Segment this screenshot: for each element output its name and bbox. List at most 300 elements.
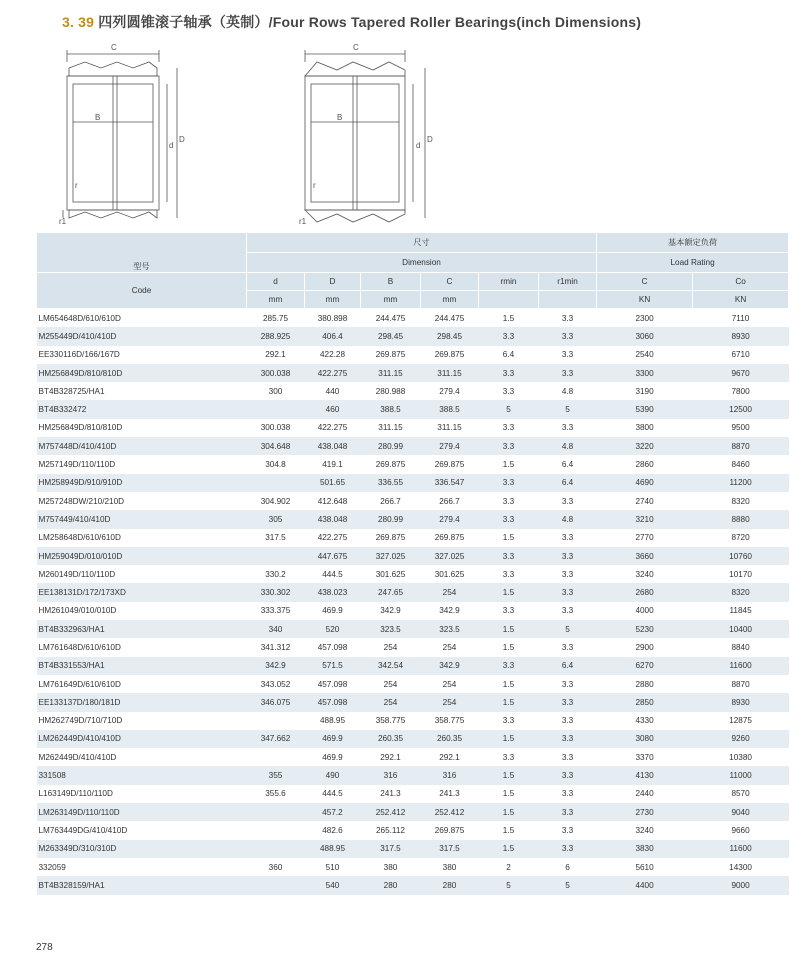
- cell-load-C: 3080: [597, 730, 693, 748]
- cell-B: 388.5: [361, 400, 421, 418]
- cell-code: BT4B332472: [37, 400, 247, 418]
- cell-code: M757449/410/410D: [37, 510, 247, 528]
- cell-D: 438.048: [305, 437, 361, 455]
- cell-load-Co: 9660: [731, 825, 750, 835]
- cell-load-Co: 8460: [731, 460, 750, 470]
- label-r1: r1: [299, 217, 307, 226]
- cell-B: 269.875: [375, 460, 406, 470]
- cell-C: 254: [421, 583, 479, 601]
- cell-load-C: 3190: [635, 386, 654, 396]
- cell-load-C: 3060: [597, 327, 693, 345]
- header-model-cn: 型号: [37, 233, 247, 273]
- cell-load-Co: 8570: [731, 789, 750, 799]
- cell-load-C: 2740: [635, 496, 654, 506]
- cell-code: LM263149D/110/110D: [37, 803, 247, 821]
- cell-load-C: 2880: [635, 679, 654, 689]
- cell-C: 244.475: [434, 313, 465, 323]
- unit-C: mm: [421, 291, 479, 309]
- cell-d: 346.075: [247, 693, 305, 711]
- cell-C: 269.875: [434, 825, 465, 835]
- cell-code: 332059: [38, 862, 66, 872]
- cell-D: 457.098: [317, 679, 348, 689]
- cell-B: 280: [361, 876, 421, 894]
- cell-d: 292.1: [265, 350, 286, 360]
- cell-rmin: 1.5: [502, 313, 515, 323]
- cell-d: 341.312: [260, 642, 291, 652]
- cell-rmin: 3.3: [479, 437, 539, 455]
- cell-B: 280.988: [375, 386, 406, 396]
- cell-code: M257248DW/210/210D: [38, 496, 125, 506]
- cell-load-Co: 11600: [693, 657, 789, 675]
- cell-B: 260.35: [361, 730, 421, 748]
- cell-code: EE330116D/166/167D: [38, 350, 120, 360]
- cell-load-Co: 8880: [693, 510, 789, 528]
- cell-r1min: 3.3: [561, 642, 574, 652]
- cell-d: 343.052: [260, 679, 291, 689]
- cell-load-Co: 14300: [729, 862, 752, 872]
- cell-D: 406.4: [305, 327, 361, 345]
- cell-code: EE133137D/180/181D: [37, 693, 247, 711]
- cell-load-C: 2440: [635, 789, 654, 799]
- cell-rmin: 1.5: [479, 730, 539, 748]
- table-row: [37, 474, 789, 492]
- cell-B: 311.15: [361, 364, 421, 382]
- cell-d: 333.375: [260, 606, 291, 616]
- cell-B: 342.9: [380, 606, 401, 616]
- page-title: [62, 12, 641, 32]
- cell-code: LM761649D/610/610D: [38, 679, 121, 689]
- cell-load-C: 4400: [597, 876, 693, 894]
- table-row: [37, 565, 789, 583]
- section-number: 3. 39: [62, 14, 95, 30]
- table-row: [37, 364, 789, 382]
- cell-C: 342.9: [421, 657, 479, 675]
- cell-B: 265.112: [376, 825, 405, 835]
- cell-load-C: 3240: [635, 825, 654, 835]
- unit-d: mm: [247, 291, 305, 309]
- table-row: [37, 382, 789, 400]
- cell-load-Co: 9040: [693, 803, 789, 821]
- table-row: [37, 803, 789, 821]
- cell-r1min: 3.3: [539, 693, 597, 711]
- table-row: [37, 455, 789, 473]
- cell-rmin: 1.5: [502, 533, 515, 543]
- cell-B: 301.625: [375, 569, 406, 579]
- cell-d: 300: [268, 386, 283, 396]
- label-B: B: [95, 113, 101, 122]
- cell-B: 358.775: [375, 716, 406, 726]
- cell-C: 269.875: [434, 460, 465, 470]
- cell-load-Co: 9000: [693, 876, 789, 894]
- cell-load-Co: 6710: [731, 350, 750, 360]
- cell-load-C: 3660: [597, 547, 693, 565]
- cell-code: BT4B331553/HA1: [37, 657, 247, 675]
- cell-D: 438.023: [305, 583, 361, 601]
- cell-D: 488.95: [319, 716, 346, 726]
- cell-r1min: 3.3: [561, 313, 574, 323]
- cell-d: [247, 821, 305, 839]
- unit-D: mm: [305, 291, 361, 309]
- cell-code: LM258648D/610/610D: [38, 533, 121, 543]
- cell-load-Co: 10170: [729, 569, 752, 579]
- cell-load-Co: 8840: [731, 642, 750, 652]
- cell-B: 292.1: [380, 752, 401, 762]
- section-title: 四列圆锥滚子轴承（英制）/Four Rows Tapered Roller Bearings(inch Dimensions): [94, 14, 642, 30]
- cell-load-C: 2770: [635, 533, 654, 543]
- cell-code: LM761648D/610/610D: [38, 642, 121, 652]
- cell-code: LM654648D/610/610D: [38, 313, 121, 323]
- cell-load-C: 6270: [597, 657, 693, 675]
- cell-code: LM763449DG/410/410D: [38, 825, 128, 835]
- label-C: C: [111, 43, 117, 52]
- table-row: [37, 693, 789, 711]
- table-row: [37, 785, 789, 803]
- cell-B: 241.3: [380, 789, 401, 799]
- cell-code: M260149D/110/110D: [38, 569, 116, 579]
- cell-d: 355.6: [265, 789, 286, 799]
- cell-load-C: 2680: [597, 583, 693, 601]
- label-D: D: [427, 135, 433, 144]
- table-row: [37, 547, 789, 565]
- cell-load-C: 3830: [597, 840, 693, 858]
- cell-load-C: 2540: [635, 350, 654, 360]
- cell-B: 327.025: [361, 547, 421, 565]
- cell-r1min: 3.3: [561, 533, 574, 543]
- cell-rmin: 3.3: [502, 569, 515, 579]
- table-row: [37, 730, 789, 748]
- cell-load-Co: 11000: [693, 766, 789, 784]
- cell-load-C: 4330: [635, 716, 654, 726]
- cell-C: 316: [421, 766, 479, 784]
- cell-load-C: 4130: [597, 766, 693, 784]
- cell-B: 298.45: [361, 327, 421, 345]
- cell-code: HM259049D/010/010D: [37, 547, 247, 565]
- bearing-labels-left: [59, 43, 185, 226]
- cell-D: 571.5: [305, 657, 361, 675]
- cell-rmin: 1.5: [479, 583, 539, 601]
- cell-load-C: 4690: [597, 474, 693, 492]
- cell-r1min: 3.3: [561, 789, 574, 799]
- cell-load-C: 2730: [597, 803, 693, 821]
- cell-d: 288.925: [247, 327, 305, 345]
- bearing-spec-table: [36, 232, 789, 895]
- cell-code: M257149D/110/110D: [38, 460, 116, 470]
- label-r: r: [75, 181, 78, 190]
- cell-d: [247, 803, 305, 821]
- cell-D: 540: [305, 876, 361, 894]
- cell-d: 355: [247, 766, 305, 784]
- cell-r1min: 3.3: [539, 583, 597, 601]
- cell-d: 300.038: [247, 364, 305, 382]
- cell-r1min: 3.3: [539, 803, 597, 821]
- table-row: [37, 309, 789, 328]
- cell-code: HM258949D/910/910D: [37, 474, 247, 492]
- cell-D: 422.275: [317, 423, 348, 433]
- cell-rmin: 1.5: [502, 460, 515, 470]
- table-body: [37, 309, 789, 895]
- cell-B: 244.475: [375, 313, 406, 323]
- cell-load-C: 3300: [597, 364, 693, 382]
- cell-C: 241.3: [439, 789, 460, 799]
- cell-C: 252.412: [421, 803, 479, 821]
- cell-C: 280: [421, 876, 479, 894]
- table-row: [37, 675, 789, 693]
- header-dimension-cn: 尺寸: [247, 233, 597, 253]
- cell-rmin: 1.5: [479, 693, 539, 711]
- cell-r1min: 3.3: [561, 716, 574, 726]
- cell-B: 311.15: [378, 423, 403, 433]
- cell-r1min: 4.8: [561, 386, 574, 396]
- cell-code: BT4B332963/HA1: [37, 620, 247, 638]
- table-row: [37, 766, 789, 784]
- cell-rmin: 5: [479, 400, 539, 418]
- cell-B: 269.875: [375, 350, 406, 360]
- cell-D: 412.648: [317, 496, 348, 506]
- header-dimension: Dimension: [247, 253, 597, 273]
- label-d: d: [169, 141, 174, 150]
- bearing-drawing-right: [305, 50, 425, 222]
- cell-d: [247, 748, 305, 766]
- cell-r1min: 3.3: [539, 327, 597, 345]
- cell-load-C: 3240: [635, 569, 654, 579]
- cell-load-Co: 9500: [731, 423, 750, 433]
- cell-rmin: 1.5: [479, 840, 539, 858]
- cell-C: 279.4: [439, 386, 460, 396]
- cell-r1min: 4.8: [539, 437, 597, 455]
- cell-B: 254: [361, 693, 421, 711]
- cell-load-Co: 7800: [731, 386, 750, 396]
- cell-code: HM256849D/810/810D: [37, 364, 247, 382]
- cell-C: 323.5: [421, 620, 479, 638]
- cell-r1min: 6: [565, 862, 570, 872]
- bearing-drawing-left: [63, 50, 177, 218]
- cell-D: 520: [305, 620, 361, 638]
- table-row: [37, 492, 789, 510]
- cell-rmin: 3.3: [502, 423, 515, 433]
- cell-C: 269.875: [434, 533, 465, 543]
- table-row: [37, 602, 789, 620]
- cell-r1min: 3.3: [561, 423, 574, 433]
- cell-r1min: 5: [539, 620, 597, 638]
- cell-load-C: 3370: [635, 752, 654, 762]
- cell-code: HM262749D/710/710D: [38, 716, 123, 726]
- cell-load-Co: 8870: [693, 437, 789, 455]
- table-row: [37, 583, 789, 601]
- cell-d: [247, 400, 305, 418]
- cell-d: 360: [268, 862, 283, 872]
- cell-B: 316: [361, 766, 421, 784]
- cell-code: M255449D/410/410D: [37, 327, 247, 345]
- table-row: [37, 657, 789, 675]
- label-r1: r1: [59, 217, 67, 226]
- cell-d: 342.9: [247, 657, 305, 675]
- cell-D: 457.2: [305, 803, 361, 821]
- cell-code: BT4B328725/HA1: [38, 386, 105, 396]
- cell-D: 469.9: [322, 606, 343, 616]
- cell-load-C: 2850: [597, 693, 693, 711]
- cell-d: [247, 840, 305, 858]
- cell-r1min: 3.3: [539, 766, 597, 784]
- cell-r1min: 6.4: [561, 460, 574, 470]
- unit-load-C: KN: [597, 291, 693, 309]
- table-row: [37, 419, 789, 437]
- header-code: Code: [37, 273, 247, 309]
- cell-load-C: 2900: [635, 642, 654, 652]
- cell-rmin: 3.3: [479, 474, 539, 492]
- cell-load-C: 4000: [635, 606, 654, 616]
- cell-D: 444.5: [322, 569, 343, 579]
- cell-load-Co: 9670: [693, 364, 789, 382]
- cell-rmin: 3.3: [502, 496, 515, 506]
- unit-load-Co: KN: [693, 291, 789, 309]
- table-row: [37, 858, 789, 876]
- col-D: D: [305, 273, 361, 291]
- col-r1min: r1min: [539, 273, 597, 291]
- cell-r1min: 3.3: [539, 364, 597, 382]
- cell-rmin: 1.5: [479, 803, 539, 821]
- cell-d: 330.2: [265, 569, 286, 579]
- cell-rmin: 1.5: [502, 789, 515, 799]
- table-row: [37, 437, 789, 455]
- cell-d: 317.5: [265, 533, 286, 543]
- cell-rmin: 3.3: [479, 364, 539, 382]
- cell-code: M262449D/410/410D: [38, 752, 117, 762]
- cell-d: [247, 474, 305, 492]
- cell-d: 285.75: [262, 313, 289, 323]
- table-row: [37, 876, 789, 894]
- cell-D: 422.28: [319, 350, 346, 360]
- cell-B: 252.412: [361, 803, 421, 821]
- table-row: [37, 529, 789, 547]
- cell-B: 247.65: [361, 583, 421, 601]
- cell-load-C: 3800: [635, 423, 654, 433]
- table-row: [37, 327, 789, 345]
- label-C: C: [353, 43, 359, 52]
- cell-code: M263349D/310/310D: [37, 840, 247, 858]
- label-B: B: [337, 113, 343, 122]
- cell-d: 330.302: [247, 583, 305, 601]
- cell-d: 305: [247, 510, 305, 528]
- cell-B: 323.5: [361, 620, 421, 638]
- cell-rmin: 3.3: [479, 547, 539, 565]
- cell-r1min: 3.3: [561, 496, 574, 506]
- cell-B: 254: [383, 679, 398, 689]
- cell-C: 260.35: [421, 730, 479, 748]
- cell-d: 304.8: [265, 460, 286, 470]
- cell-load-Co: 10380: [729, 752, 752, 762]
- cell-load-C: 2860: [635, 460, 654, 470]
- cell-B: 336.55: [361, 474, 421, 492]
- cell-code: 331508: [37, 766, 247, 784]
- cell-load-Co: 11600: [693, 840, 789, 858]
- table-row: [37, 620, 789, 638]
- cell-C: 317.5: [421, 840, 479, 858]
- cell-D: 419.1: [322, 460, 343, 470]
- cell-code: LM262449D/410/410D: [37, 730, 247, 748]
- unit-B: mm: [361, 291, 421, 309]
- unit-r1min: [539, 291, 597, 309]
- cell-rmin: 3.3: [502, 606, 515, 616]
- cell-rmin: 3.3: [479, 327, 539, 345]
- cell-code: EE138131D/172/173XD: [37, 583, 247, 601]
- cell-C: 269.875: [434, 350, 465, 360]
- cell-load-Co: 10760: [693, 547, 789, 565]
- table-row: [37, 840, 789, 858]
- cell-D: 457.098: [305, 693, 361, 711]
- cell-B: 254: [383, 642, 398, 652]
- cell-D: 422.275: [305, 364, 361, 382]
- cell-C: 266.7: [439, 496, 460, 506]
- col-C: C: [421, 273, 479, 291]
- page-number: 278: [36, 942, 53, 953]
- cell-C: 254: [442, 642, 457, 652]
- cell-rmin: 1.5: [479, 766, 539, 784]
- cell-rmin: 3.3: [479, 657, 539, 675]
- col-d: d: [247, 273, 305, 291]
- cell-B: 342.54: [361, 657, 421, 675]
- cell-rmin: 3.3: [479, 510, 539, 528]
- cell-load-Co: 9260: [693, 730, 789, 748]
- table-row: [37, 712, 789, 730]
- col-rmin: rmin: [479, 273, 539, 291]
- cell-D: 469.9: [322, 752, 343, 762]
- cell-load-C: 3210: [597, 510, 693, 528]
- cell-load-C: 3220: [597, 437, 693, 455]
- cell-C: 311.15: [421, 364, 479, 382]
- cell-code: BT4B328159/HA1: [37, 876, 247, 894]
- cell-code: HM256849D/810/810D: [38, 423, 123, 433]
- cell-d: 347.662: [247, 730, 305, 748]
- cell-load-Co: 8720: [731, 533, 750, 543]
- cell-d: 340: [247, 620, 305, 638]
- cell-C: 388.5: [421, 400, 479, 418]
- cell-C: 311.15: [437, 423, 462, 433]
- cell-D: 457.098: [317, 642, 348, 652]
- cell-rmin: 1.5: [502, 642, 515, 652]
- cell-rmin: 2: [506, 862, 511, 872]
- table-row: [37, 821, 789, 839]
- cell-rmin: 6.4: [502, 350, 515, 360]
- cell-load-Co: 8320: [693, 583, 789, 601]
- col-load-C: C: [597, 273, 693, 291]
- cell-load-Co: 11200: [693, 474, 789, 492]
- cell-r1min: 3.3: [561, 679, 574, 689]
- table-row: [37, 346, 789, 364]
- cell-D: 490: [305, 766, 361, 784]
- label-d: d: [416, 141, 421, 150]
- cell-C: 342.9: [439, 606, 460, 616]
- cell-r1min: 3.3: [561, 606, 574, 616]
- cell-r1min: 5: [539, 400, 597, 418]
- cell-D: 460: [305, 400, 361, 418]
- cell-d: 304.902: [260, 496, 291, 506]
- cell-D: 501.65: [305, 474, 361, 492]
- cell-load-Co: 8320: [731, 496, 750, 506]
- cell-code: HM261049/010/010D: [38, 606, 117, 616]
- cell-rmin: 1.5: [479, 620, 539, 638]
- cell-r1min: 3.3: [561, 569, 574, 579]
- label-D: D: [179, 135, 185, 144]
- cell-d: [247, 876, 305, 894]
- cell-D: 447.675: [305, 547, 361, 565]
- cell-r1min: 3.3: [539, 730, 597, 748]
- cell-load-C: 2300: [635, 313, 654, 323]
- cell-load-Co: 12500: [693, 400, 789, 418]
- cell-B: 269.875: [375, 533, 406, 543]
- cell-d: [247, 712, 305, 730]
- header-load-rating: Load Rating: [597, 253, 789, 273]
- cell-C: 279.4: [421, 510, 479, 528]
